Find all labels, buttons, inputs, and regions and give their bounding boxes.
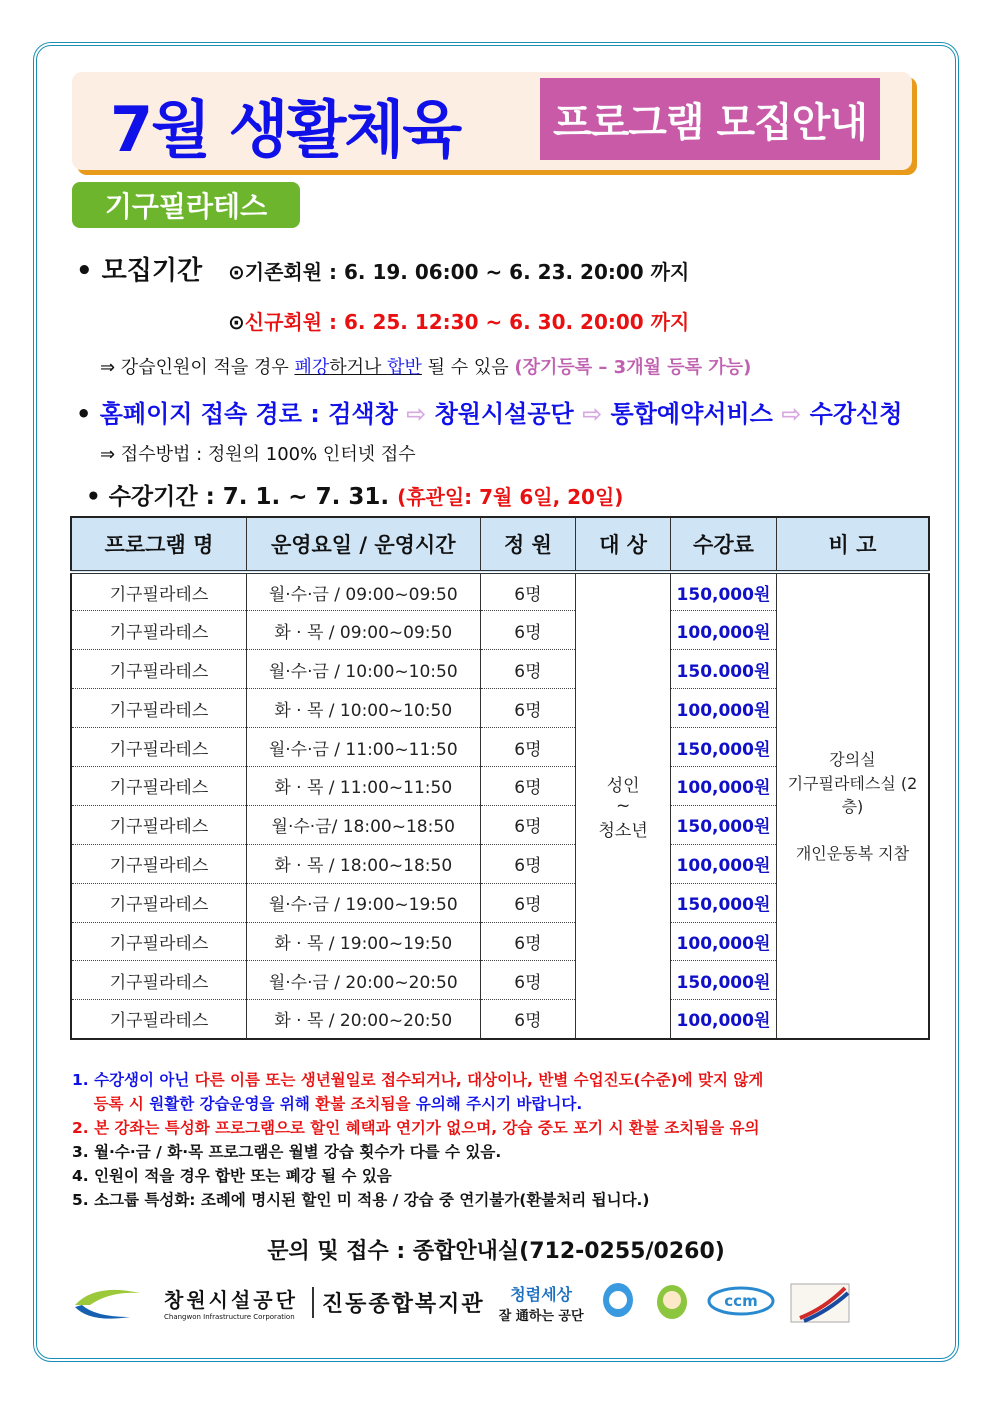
program-name-cell: 기구필라테스 bbox=[71, 844, 246, 883]
schedule-table bbox=[70, 516, 930, 1040]
schedule-cell: 월·수·금 / 09:00~09:50 bbox=[246, 572, 480, 611]
capacity-cell: 6명 bbox=[480, 572, 576, 611]
recruit-label: 모집기간 bbox=[101, 256, 203, 286]
capacity-cell: 6명 bbox=[480, 689, 576, 728]
program-name-cell: 기구필라테스 bbox=[71, 766, 246, 805]
fee-cell: 150.000원 bbox=[671, 650, 777, 689]
page-title: 7월 생활체육 bbox=[110, 93, 461, 166]
remark-text: 기구필라테스실 (2층) bbox=[787, 773, 918, 816]
note-merge: 합반 bbox=[387, 357, 422, 378]
program-name-cell: 기구필라테스 bbox=[71, 572, 246, 611]
org-name: 창원시설공단 bbox=[164, 1288, 298, 1312]
course-period: • 수강기간 : 7. 1. ~ 7. 31. (휴관일: 7월 6일, 20일) bbox=[86, 484, 624, 510]
remark-text: 강의실 bbox=[829, 749, 876, 769]
route-step: 통합예약서비스 bbox=[610, 400, 773, 428]
fee-cell: 150,000원 bbox=[671, 961, 777, 1000]
fee-cell: 150,000원 bbox=[671, 883, 777, 922]
program-name-cell: 기구필라테스 bbox=[71, 689, 246, 728]
schedule-cell: 화 · 목 / 18:00~18:50 bbox=[246, 844, 480, 883]
org-logo bbox=[164, 1284, 298, 1321]
fee-cell: 150,000원 bbox=[671, 805, 777, 844]
note-item bbox=[72, 1068, 763, 1092]
schedule-cell: 월·수·금 / 20:00~20:50 bbox=[246, 961, 480, 1000]
route-step: 검색창 bbox=[328, 400, 398, 428]
note-text: 유의해 주시기 바랍니다. bbox=[415, 1095, 583, 1113]
note-long-term: (장기등록 – 3개월 등록 가능) bbox=[514, 357, 752, 378]
schedule-cell: 화 · 목 / 11:00~11:50 bbox=[246, 766, 480, 805]
new-label: 신규회원 bbox=[244, 310, 323, 334]
column-header: 대 상 bbox=[576, 517, 671, 572]
mascot-green-icon bbox=[652, 1280, 692, 1325]
column-header: 수강료 bbox=[671, 517, 777, 572]
schedule-cell: 화 · 목 / 09:00~09:50 bbox=[246, 611, 480, 650]
contact-info: 문의 및 접수 : 종합안내실(712-0255/0260) bbox=[267, 1239, 725, 1264]
program-name-cell: 기구필라테스 bbox=[71, 883, 246, 922]
program-name-cell: 기구필라테스 bbox=[71, 805, 246, 844]
schedule-cell: 화 · 목 / 19:00~19:50 bbox=[246, 922, 480, 961]
new-period: : 6. 25. 12:30 ~ 6. 30. 20:00 까지 bbox=[322, 310, 690, 334]
arrow-right-icon: ⇨ bbox=[406, 400, 427, 428]
existing-period: 기존회원 : 6. 19. 06:00 ~ 6. 23. 20:00 까지 bbox=[244, 260, 690, 284]
homepage-label: 홈페이지 접속 경로 : bbox=[99, 400, 329, 428]
program-badge: 기구필라테스 bbox=[72, 182, 300, 228]
slogan2: 잘 通하는 공단 bbox=[498, 1308, 584, 1324]
fee-cell: 100,000원 bbox=[671, 689, 777, 728]
slogan: 청렴세상 bbox=[510, 1284, 573, 1304]
org-emblem-icon bbox=[70, 1283, 150, 1323]
capacity-cell: 6명 bbox=[480, 650, 576, 689]
mascot-blue-icon bbox=[598, 1280, 638, 1325]
fee-cell: 100,000원 bbox=[671, 844, 777, 883]
note-text: 원활한 강습운영을 위해 bbox=[149, 1095, 316, 1113]
column-header: 비 고 bbox=[776, 517, 929, 572]
fee-cell: 100,000원 bbox=[671, 922, 777, 961]
note-text: 4. 인원이 적을 경우 합반 또는 폐강 될 수 있음 bbox=[72, 1167, 392, 1185]
program-name-cell: 기구필라테스 bbox=[71, 650, 246, 689]
remark-text: 개인운동복 지참 bbox=[795, 843, 910, 863]
column-header: 프로그램 명 bbox=[71, 517, 246, 572]
recruit-note bbox=[100, 353, 751, 379]
slogan-logo bbox=[499, 1282, 584, 1324]
note-item bbox=[72, 1140, 763, 1164]
target-cell bbox=[576, 572, 671, 1039]
note-text: 2. 본 강좌는 특성화 프로그램으로 할인 혜택과 연기가 없으며, 강습 중도 포기 시 환불 조치됨을 유의 bbox=[72, 1119, 760, 1137]
note-text: 5. 소그룹 특성화: 조례에 명시된 할인 미 적용 / 강습 중 연기불가(환불처리 됩니다.) bbox=[72, 1191, 650, 1209]
capacity-cell: 6명 bbox=[480, 1000, 576, 1039]
capacity-cell: 6명 bbox=[480, 961, 576, 1000]
capacity-cell: 6명 bbox=[480, 844, 576, 883]
program-name-cell: 기구필라테스 bbox=[71, 922, 246, 961]
fee-cell: 150,000원 bbox=[671, 728, 777, 767]
schedule-cell: 화 · 목 / 20:00~20:50 bbox=[246, 1000, 480, 1039]
closed-days: (휴관일: 7월 6일, 20일) bbox=[397, 485, 624, 509]
fee-cell: 150,000원 bbox=[671, 572, 777, 611]
note-text: 등록 시 bbox=[72, 1095, 150, 1113]
note-item bbox=[72, 1116, 763, 1140]
course-label: 수강기간 : 7. 1. ~ 7. 31. bbox=[108, 484, 398, 510]
page-subtitle: 프로그램 모집안내 bbox=[540, 78, 880, 160]
ccm-logo-icon bbox=[706, 1285, 776, 1321]
remark-text bbox=[777, 817, 928, 841]
capacity-cell: 6명 bbox=[480, 728, 576, 767]
recruit-heading: • 모집기간 bbox=[76, 256, 203, 286]
note-text: ⇒ 강습인원이 적을 경우 bbox=[100, 357, 295, 378]
note-item bbox=[72, 1188, 763, 1212]
note-text: 하거나 bbox=[329, 357, 388, 378]
program-name-cell: 기구필라테스 bbox=[71, 961, 246, 1000]
target-text: 성인 bbox=[606, 775, 640, 796]
column-header: 운영요일 / 운영시간 bbox=[246, 517, 480, 572]
recruit-existing bbox=[228, 256, 689, 285]
route-step: 수강신청 bbox=[809, 400, 903, 428]
note-item bbox=[72, 1092, 763, 1116]
schedule-cell: 월·수·금/ 18:00~18:50 bbox=[246, 805, 480, 844]
capacity-cell: 6명 bbox=[480, 766, 576, 805]
arrow-right-icon: ⇨ bbox=[582, 400, 603, 428]
note-text: 1. 수강생이 아닌 bbox=[72, 1071, 195, 1089]
bullet: ⊙ bbox=[228, 260, 245, 284]
capacity-cell: 6명 bbox=[480, 611, 576, 650]
org-name-en: Changwon Infrastructure Corporation bbox=[164, 1313, 295, 1321]
schedule-cell: 월·수·금 / 10:00~10:50 bbox=[246, 650, 480, 689]
fee-cell: 100,000원 bbox=[671, 1000, 777, 1039]
notes-list bbox=[72, 1068, 763, 1212]
program-name-cell: 기구필라테스 bbox=[71, 728, 246, 767]
route-step: 창원시설공단 bbox=[434, 400, 574, 428]
capacity-cell: 6명 bbox=[480, 922, 576, 961]
remark-cell bbox=[776, 572, 929, 1039]
note-text: 다른 이름 또는 생년월일로 접수되거나, 대상이나, 반별 수업진도(수준)에 맞지 않게 bbox=[194, 1071, 764, 1089]
capacity-cell: 6명 bbox=[480, 805, 576, 844]
schedule-cell: 월·수·금 / 19:00~19:50 bbox=[246, 883, 480, 922]
note-text: 될 수 있음 bbox=[421, 357, 515, 378]
program-name-cell: 기구필라테스 bbox=[71, 611, 246, 650]
bullet: ⊙ bbox=[228, 310, 245, 334]
branch-name: 진동종합복지관 bbox=[312, 1287, 485, 1318]
certification-mark-icon bbox=[790, 1283, 850, 1323]
ccm-text: ccm bbox=[723, 1291, 758, 1310]
arrow-right-icon: ⇨ bbox=[781, 400, 802, 428]
schedule-cell: 화 · 목 / 10:00~10:50 bbox=[246, 689, 480, 728]
target-text: 청소년 bbox=[598, 820, 648, 841]
table-row bbox=[71, 572, 929, 611]
target-text: ~ bbox=[616, 795, 631, 816]
capacity-cell: 6명 bbox=[480, 883, 576, 922]
program-name-cell: 기구필라테스 bbox=[71, 1000, 246, 1039]
column-header: 정 원 bbox=[480, 517, 576, 572]
note-item bbox=[72, 1164, 763, 1188]
note-text: 환불 조치됨을 bbox=[315, 1095, 416, 1113]
receipt-method: ⇒ 접수방법 : 정원의 100% 인터넷 접수 bbox=[100, 444, 416, 465]
schedule-cell: 월·수·금 / 11:00~11:50 bbox=[246, 728, 480, 767]
homepage-route: • 홈페이지 접속 경로 : 검색창 ⇨ 창원시설공단 ⇨ 통합예약서비스 ⇨ 수강신청 bbox=[76, 400, 903, 428]
fee-cell: 100,000원 bbox=[671, 766, 777, 805]
fee-cell: 100,000원 bbox=[671, 611, 777, 650]
note-closure: 폐강 bbox=[294, 357, 330, 378]
recruit-new bbox=[228, 306, 689, 335]
footer-logos bbox=[70, 1280, 940, 1325]
note-text: 3. 월·수·금 / 화·목 프로그램은 월별 강습 횟수가 다를 수 있음. bbox=[72, 1143, 502, 1161]
